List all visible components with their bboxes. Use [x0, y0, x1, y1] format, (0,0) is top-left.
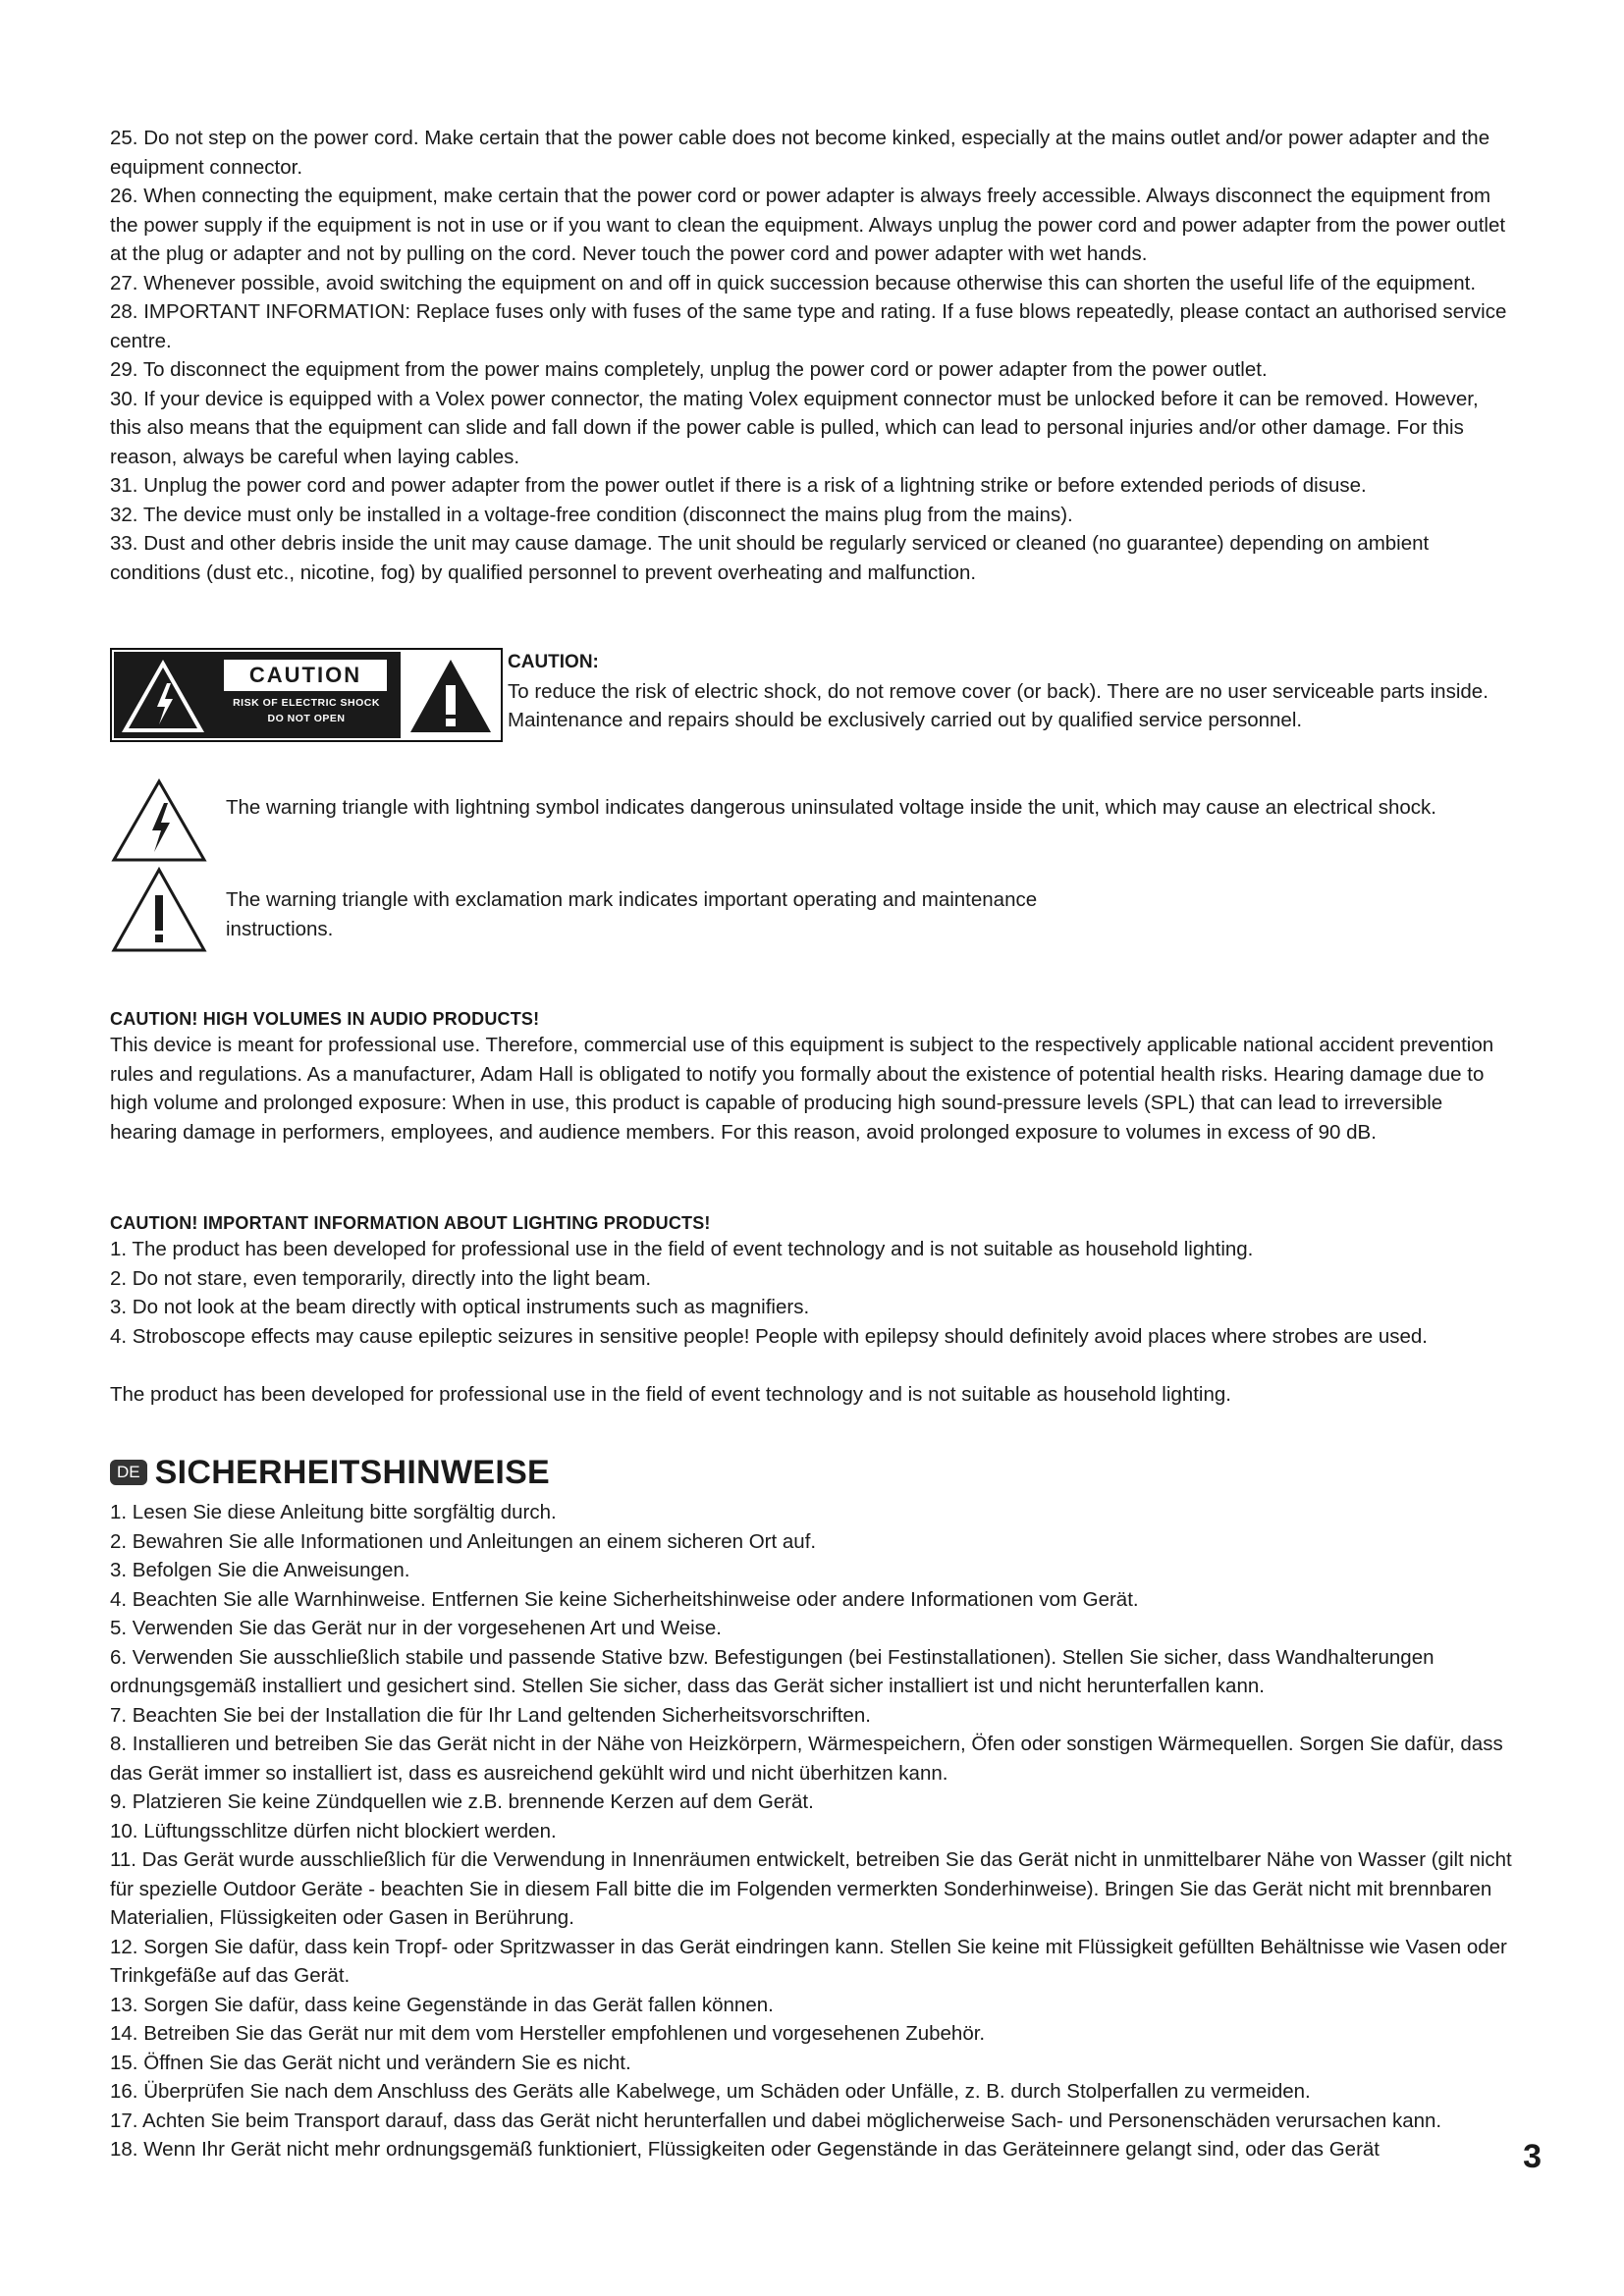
intro-item-32: 32. The device must only be installed in a voltage-free condition (disconnect the mains plug from the mains). — [110, 503, 1073, 526]
lighting-footer: The product has been developed for professional use in the field of event technology and is not suitable as household lighting. — [110, 1383, 1231, 1406]
de-item-3: 3. Befolgen Sie die Anweisungen. — [110, 1559, 410, 1581]
de-item-9: 9. Platzieren Sie keine Zündquellen wie z.B. brennende Kerzen auf dem Gerät. — [110, 1790, 814, 1813]
high-volume-section — [110, 1007, 1514, 1147]
exclamation-symbol-row — [110, 866, 1514, 974]
intro-item-26: 26. When connecting the equipment, make certain that the power cord or power adapter is always freely accessible. Always disconnect the equipment from the power supply if the equipment is not in use or if you want to clean the equipment. Always unplug the power cord and power adapter from the power outlet at the plug or adapter and not by pulling on the cord. Never touch the power cord and power adapter with wet hands. — [110, 185, 1506, 265]
de-item-12: 12. Sorgen Sie dafür, dass kein Tropf- oder Spritzwasser in das Gerät eindringen kann. Stellen Sie keine mit Flüssigkeit gefüllten Behältnisse wie Vasen oder Trinkgefäße auf das Gerät. — [110, 1935, 1507, 1987]
caution-label-line2: DO NOT OPEN — [267, 713, 346, 724]
lightning-symbol-text: The warning triangle with lightning symbol indicates dangerous uninsulated voltage inside the unit, which may cause an electrical shock. — [226, 796, 1436, 819]
caution-label-right-block — [403, 652, 499, 738]
de-item-17: 17. Achten Sie beim Transport darauf, dass das Gerät nicht herunterfallen und dabei möglicherweise Sach- und Personenschäden verursachen kann. — [110, 2109, 1442, 2132]
de-item-1: 1. Lesen Sie diese Anleitung bitte sorgfältig durch. — [110, 1501, 557, 1523]
caution-label-title: CAUTION — [224, 660, 387, 691]
lighting-heading: CAUTION! IMPORTANT INFORMATION ABOUT LIGHTING PRODUCTS! — [110, 1213, 711, 1233]
lightning-triangle-icon — [110, 777, 208, 864]
caution-label — [110, 648, 503, 742]
de-item-2: 2. Bewahren Sie alle Informationen und Anleitungen an einem sicheren Ort auf. — [110, 1529, 817, 1553]
exclamation-triangle-icon — [110, 866, 208, 954]
caution-label-center — [212, 652, 401, 738]
lightning-warning-icon — [114, 652, 212, 738]
de-item-18: 18. Wenn Ihr Gerät nicht mehr ordnungsgemäß funktioniert, Flüssigkeiten oder Gegenstände in das Geräteinnere gelangt sind, oder das Gerät — [110, 2138, 1380, 2161]
caution-label-left-block — [114, 652, 212, 738]
de-item-8: 8. Installieren und betreiben Sie das Gerät nicht in der Nähe von Heizkörpern, Wärmespeichern, Öfen oder sonstigen Wärmequellen. Sorgen Sie dafür, dass das Gerät immer so installiert ist, dass es ausreichend gekühlt wird und nicht überhitzen kann. — [110, 1733, 1503, 1785]
intro-item-31: 31. Unplug the power cord and power adapter from the power outlet if there is a risk of a lightning strike or before extended periods of disuse. — [110, 474, 1367, 497]
intro-section — [110, 124, 1514, 587]
caution-label-line1: RISK OF ELECTRIC SHOCK — [233, 697, 380, 709]
de-item-7: 7. Beachten Sie bei der Installation die für Ihr Land geltenden Sicherheitsvorschriften. — [110, 1703, 871, 1727]
de-section-heading — [110, 1453, 550, 1492]
de-item-16: 16. Überprüfen Sie nach dem Anschluss des Geräts alle Kabelwege, um Schäden oder Unfälle, z. B. durch Stolperfallen zu vermeiden. — [110, 2080, 1311, 2103]
de-item-4: 4. Beachten Sie alle Warnhinweise. Entfernen Sie keine Sicherheitshinweise oder andere Informationen vom Gerät. — [110, 1587, 1139, 1611]
de-item-15: 15. Öffnen Sie das Gerät nicht und verändern Sie es nicht. — [110, 2051, 631, 2074]
caution-description: To reduce the risk of electric shock, do not remove cover (or back). There are no user serviceable parts inside. Maintenance and repairs should be exclusively carried out by qualified service personnel. — [508, 679, 1489, 731]
de-section-title: SICHERHEITSHINWEISE — [154, 1454, 551, 1491]
de-language-badge: DE — [110, 1460, 147, 1485]
de-item-6: 6. Verwenden Sie ausschließlich stabile und passende Stative bzw. Befestigungen (bei Festinstallationen). Stellen Sie sicher, dass Wandhalterungen ordnungsgemäß installiert und gesichert sind. Stellen Sie sicher, dass das Gerät sicher installiert ist und nicht herunterfallen kann. — [110, 1645, 1435, 1697]
de-item-14: 14. Betreiben Sie das Gerät nur mit dem vom Hersteller empfohlenen und vorgesehenen Zubehör. — [110, 2022, 986, 2045]
page-number: 3 — [1523, 2138, 1542, 2175]
lighting-item-2: 2. Do not stare, even temporarily, directly into the light beam. — [110, 1266, 652, 1290]
de-item-10: 10. Lüftungsschlitze dürfen nicht blockiert werden. — [110, 1819, 557, 1842]
intro-item-28: 28. IMPORTANT INFORMATION: Replace fuses only with fuses of the same type and rating. If a fuse blows repeatedly, please contact an authorised service centre. — [110, 300, 1507, 352]
intro-item-29: 29. To disconnect the equipment from the power mains completely, unplug the power cord or power adapter from the power outlet. — [110, 358, 1268, 381]
de-item-13: 13. Sorgen Sie dafür, dass keine Gegenstände in das Gerät fallen können. — [110, 1993, 774, 2016]
lighting-item-4: 4. Stroboscope effects may cause epileptic seizures in sensitive people! People with epilepsy should definitely avoid places where strobes are used. — [110, 1324, 1428, 1348]
exclamation-symbol-text: The warning triangle with exclamation mark indicates important operating and maintenance instructions. — [226, 888, 1038, 940]
lighting-section — [110, 1211, 1514, 1410]
exclamation-warning-icon — [403, 652, 499, 738]
high-volume-text: This device is meant for professional use. Therefore, commercial use of this equipment is subject to the respectively applicable national accident prevention rules and regulations. As a manufacturer, Adam Hall is obligated to notify you formally about the existence of potential health risks. Hearing damage due to high volume and prolonged exposure: When in use, this product is capable of producing high sound-pressure levels (SPL) that can lead to irreversible hearing damage in performers, employees, and audience members. For this reason, avoid prolonged exposure to volumes in excess of 90 dB. — [110, 1034, 1494, 1144]
intro-item-33: 33. Dust and other debris inside the unit may cause damage. The unit should be regularly serviced or cleaned (no guarantee) depending on ambient conditions (dust etc., nicotine, fog) by qualified personnel to prevent overheating and malfunction. — [110, 532, 1430, 584]
intro-item-25: 25. Do not step on the power cord. Make certain that the power cable does not become kinked, especially at the mains outlet and/or power adapter and the equipment connector. — [110, 127, 1490, 179]
lighting-item-1: 1. The product has been developed for professional use in the field of event technology and is not suitable as household lighting. — [110, 1238, 1254, 1260]
caution-text-block — [508, 648, 1514, 735]
lighting-item-3: 3. Do not look at the beam directly with optical instruments such as magnifiers. — [110, 1296, 810, 1318]
high-volume-heading: CAUTION! HIGH VOLUMES IN AUDIO PRODUCTS! — [110, 1009, 540, 1029]
de-item-11: 11. Das Gerät wurde ausschließlich für die Verwendung in Innenräumen entwickelt, betreiben Sie das Gerät nicht in unmittelbarer Nähe von Wasser (gilt nicht für spezielle Outdoor Geräte - beachten Sie in diesem Fall bitte die im Folgenden vermerkten Sonderhinweise). Bringen Sie das Gerät nicht mit brennbaren Materialien, Flüssigkeiten oder Gasen in Berührung. — [110, 1848, 1512, 1929]
caution-row — [110, 648, 1514, 746]
caution-heading: CAUTION: — [508, 652, 599, 672]
intro-item-30: 30. If your device is equipped with a Volex power connector, the mating Volex equipment connector must be unlocked before it can be removed. However, this also means that the equipment can slide and fall down if the power cable is pulled, which can lead to personal injuries and/or other damage. For this reason, always be careful when laying cables. — [110, 387, 1479, 468]
de-item-5: 5. Verwenden Sie das Gerät nur in der vorgesehenen Art und Weise. — [110, 1617, 722, 1639]
intro-item-27: 27. Whenever possible, avoid switching the equipment on and off in quick succession because otherwise this can shorten the useful life of the equipment. — [110, 271, 1477, 294]
de-section — [110, 1498, 1514, 2164]
